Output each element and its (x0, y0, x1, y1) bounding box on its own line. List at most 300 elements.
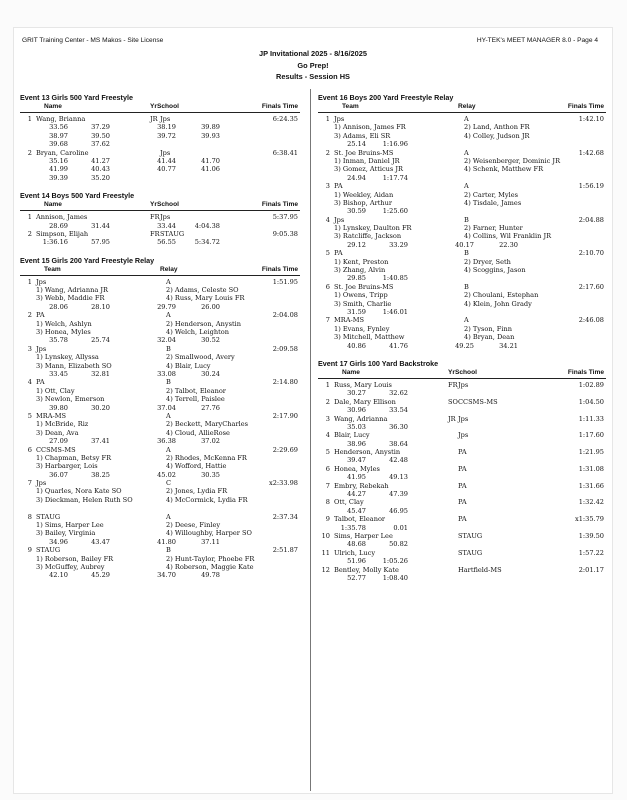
place: 1 (27, 115, 32, 123)
year: FR (150, 213, 160, 222)
event-title: Event 17 Girls 100 Yard Backstroke (318, 358, 439, 368)
split-row (318, 342, 606, 350)
col-label: Team (342, 103, 359, 110)
relay-swimmer: 4) Bryan, Dean (464, 333, 515, 342)
col-label: Name (342, 368, 360, 376)
team-name: PA (334, 249, 343, 258)
split-time: 33.54 (389, 406, 408, 415)
relay-letter: A (464, 182, 469, 191)
split-time: 28.10 (91, 302, 110, 311)
place: 1 (27, 277, 32, 286)
relay-swimmer: 2) Dryer, Seth (464, 257, 511, 266)
relay-row (318, 249, 606, 257)
relay-swimmer: 2) Farner, Hunter (464, 224, 523, 233)
swimmer-row (20, 387, 300, 395)
place: 9 (325, 515, 330, 524)
split-time: 33.29 (389, 240, 408, 249)
swimmer-row (318, 123, 606, 131)
finals-time: 6:38.41 (272, 148, 298, 157)
finals-time: 2:37.34 (272, 512, 298, 521)
relay-swimmer: 1) Roberson, Bailey FR (36, 554, 114, 563)
finals-time: 1:51.95 (272, 277, 298, 286)
team-name: CCSMS-MS (36, 445, 76, 454)
relay-swimmer: 4) Tisdale, James (464, 198, 522, 207)
result-row (20, 230, 300, 238)
relay-swimmer: 1) Chapman, Betsy FR (36, 453, 112, 462)
split-row (20, 238, 300, 246)
split-time: 1:25.60 (382, 207, 408, 216)
session-title: Results - Session HS (276, 72, 350, 81)
relay-swimmer: 1) Evans, Fynley (334, 324, 390, 333)
relay-swimmer: 2) Beckett, MaryCharles (166, 420, 249, 429)
relay-row (318, 316, 606, 324)
split-time: 30.20 (91, 403, 110, 412)
split-row (318, 308, 606, 316)
swimmer-name: Wang, Adrianna (334, 414, 388, 423)
split-row (20, 404, 300, 412)
split-time: 38.25 (91, 470, 110, 479)
software-header: HY-TEK's MEET MANAGER 8.0 - Page 4 (476, 37, 598, 44)
split-time: 45.02 (157, 470, 176, 479)
result-row (318, 398, 606, 406)
split-row (20, 538, 300, 546)
team-name: St. Joe Bruins-MS (334, 148, 394, 157)
swimmer-row (318, 199, 606, 207)
place: 5 (325, 448, 330, 457)
relay-swimmer: 1) Sims, Harper Lee (36, 521, 104, 530)
split-time: 30.96 (347, 406, 366, 415)
swimmer-row (318, 258, 606, 266)
split-time: 1:16.96 (382, 140, 408, 149)
finals-time: 1:02.89 (578, 380, 604, 389)
split-time: 24.94 (347, 173, 366, 182)
split-time: 1:35.78 (340, 523, 366, 532)
relay-swimmer: 1) Lynskey, Daulton FR (334, 224, 412, 233)
finals-time: 1:11.33 (578, 414, 604, 423)
place: 2 (27, 148, 32, 157)
split-row (20, 140, 300, 148)
year: FR (150, 229, 160, 238)
swimmer-name: Dale, Mary Ellison (334, 397, 396, 406)
event-gap (318, 350, 606, 354)
swimmer-row (20, 429, 300, 437)
split-time: 56.55 (157, 238, 176, 247)
relay-swimmer: 1) Wang, Adrianna JR (36, 286, 108, 295)
split-time: 37.11 (201, 537, 220, 546)
split-row (20, 437, 300, 445)
split-time: 32.04 (157, 336, 176, 345)
split-row (20, 336, 300, 344)
relay-letter: A (166, 311, 171, 320)
split-time: 30.24 (201, 369, 220, 378)
finals-time: 2:46.08 (578, 316, 604, 325)
team-name: Jps (36, 479, 47, 488)
relay-letter: C (166, 479, 172, 488)
result-row (318, 482, 606, 490)
split-time: 22.30 (499, 240, 518, 249)
event-gap (20, 247, 300, 251)
school: PA (458, 498, 467, 507)
split-time: 36.30 (389, 422, 408, 431)
school: Jps (458, 431, 469, 440)
result-row (318, 498, 606, 506)
split-time: 26.00 (201, 302, 220, 311)
swimmer-name: Henderson, Anystin (334, 448, 401, 457)
split-time: 40.17 (455, 240, 474, 249)
place: 7 (27, 479, 32, 488)
finals-time: 1:39.50 (578, 531, 604, 540)
swimmer-row (20, 286, 300, 294)
split-time: 5:34.72 (194, 238, 220, 247)
split-time: 41.27 (91, 156, 110, 165)
col-label: Name (44, 103, 62, 110)
split-time: 25.74 (91, 336, 110, 345)
split-time: 37.62 (91, 140, 110, 149)
column-header (318, 369, 606, 379)
split-time: 29.79 (157, 302, 176, 311)
relay-swimmer: 1) Lynskey, Allyssa (36, 353, 99, 362)
team-name: Jps (36, 277, 47, 286)
swimmer-row (20, 529, 300, 537)
relay-row (318, 149, 606, 157)
result-row (318, 431, 606, 439)
swimmer-row (318, 300, 606, 308)
split-time: 41.99 (49, 165, 68, 174)
column-header (20, 266, 300, 276)
relay-swimmer: 2) Adams, Celeste SO (166, 286, 239, 295)
split-time: 29.12 (347, 240, 366, 249)
team-name: PA (36, 311, 45, 320)
split-time: 28.06 (49, 302, 68, 311)
result-row (20, 149, 300, 157)
team-name: MRA-MS (334, 316, 364, 325)
relay-swimmer: 1) Inman, Daniel JR (334, 156, 400, 165)
place: 2 (325, 397, 330, 406)
results-page (14, 28, 612, 793)
relay-letter: B (464, 249, 469, 258)
finals-time: 2:17.90 (272, 411, 298, 420)
split-time: 1:08.40 (382, 573, 408, 582)
swimmer-name: Bryan, Caroline (36, 148, 89, 157)
split-row (318, 507, 606, 515)
swimmer-row (20, 353, 300, 361)
relay-swimmer: 3) Mitchell, Matthew (334, 333, 405, 342)
relay-swimmer: 2) Carter, Myles (464, 190, 519, 199)
split-row (20, 504, 300, 512)
place: 3 (27, 344, 32, 353)
split-time: 41.95 (347, 473, 366, 482)
relay-swimmer: 2) Deese, Finley (166, 521, 221, 530)
split-time: 1:36.16 (42, 238, 68, 247)
finals-time: 2:14.80 (272, 378, 298, 387)
split-time: 36.38 (157, 437, 176, 446)
col-label: Finals Time (261, 201, 298, 209)
split-row (20, 222, 300, 230)
swimmer-row (20, 294, 300, 302)
swimmer-row (318, 333, 606, 341)
swimmer-row (318, 224, 606, 232)
team-name: Jps (334, 115, 345, 123)
license-header: GRIT Training Center - MS Makos - Site License (22, 37, 164, 44)
split-time: 34.70 (157, 571, 176, 580)
year: FR (448, 380, 458, 389)
split-time: 38.64 (389, 439, 408, 448)
relay-swimmer: 4) Wofford, Hattie (166, 462, 227, 471)
right-column (318, 88, 606, 586)
swimmer-row (20, 563, 300, 571)
place: 1 (325, 380, 330, 389)
split-time: 38.97 (49, 131, 68, 140)
column-header (20, 201, 300, 211)
split-time: 0.01 (393, 523, 408, 532)
split-time: 39.39 (49, 173, 68, 182)
split-time: 30.59 (347, 207, 366, 216)
split-time: 1:17.74 (382, 173, 408, 182)
swimmer-row (20, 420, 300, 428)
col-label: Finals Time (567, 368, 604, 376)
split-time: 49.13 (389, 473, 408, 482)
place: 2 (27, 229, 32, 238)
relay-swimmer: 4) Blair, Lucy (166, 361, 211, 370)
split-time: 43.47 (91, 537, 110, 546)
split-time: 35.20 (91, 173, 110, 182)
team-name: St. Joe Bruins-MS (334, 282, 394, 291)
relay-letter: B (464, 282, 469, 291)
school: Jps (458, 414, 469, 423)
relay-row (20, 378, 300, 386)
swimmer-name: Wang, Brianna (36, 115, 86, 123)
place: 6 (27, 445, 32, 454)
split-time: 33.56 (49, 123, 68, 132)
split-row (318, 557, 606, 565)
school: STAUG (458, 531, 483, 540)
school: PA (458, 448, 467, 457)
relay-row (20, 311, 300, 319)
split-time: 41.76 (389, 341, 408, 350)
split-time: 41.80 (157, 537, 176, 546)
split-time: 4:04.38 (194, 221, 220, 230)
split-time: 40.77 (157, 165, 176, 174)
split-time: 30.35 (201, 470, 220, 479)
col-label: YrSchool (150, 103, 179, 110)
relay-swimmer: 2) Smallwood, Avery (166, 353, 235, 362)
finals-time: 2:29.69 (272, 445, 298, 454)
relay-row (20, 345, 300, 353)
team-name: STAUG (36, 546, 61, 555)
relay-swimmer: 3) Mann, Elizabeth SO (36, 361, 112, 370)
result-row (20, 213, 300, 221)
swimmer-row (318, 232, 606, 240)
swimmer-row (20, 320, 300, 328)
split-row (20, 471, 300, 479)
split-time: 35.78 (49, 336, 68, 345)
event-title: Event 14 Boys 500 Yard Freestyle (20, 191, 135, 201)
relay-swimmer: 3) Ratcliffe, Jackson (334, 232, 402, 241)
relay-row (318, 182, 606, 190)
relay-swimmer: 4) Russ, Mary Louis FR (166, 294, 245, 303)
split-time: 41.06 (201, 165, 220, 174)
relay-swimmer: 3) Gomez, Atticus JR (334, 165, 404, 174)
finals-time: 6:24.35 (272, 115, 298, 123)
relay-letter: A (166, 512, 171, 521)
event-title: Event 15 Girls 200 Yard Freestyle Relay (20, 255, 155, 265)
finals-time: 2:01.17 (578, 565, 604, 574)
split-row (318, 140, 606, 148)
relay-swimmer: 2) Talbot, Eleanor (166, 386, 226, 395)
place: 5 (325, 249, 330, 258)
team-name: PA (334, 182, 343, 191)
finals-time: x2:33.98 (268, 479, 298, 488)
swimmer-row (20, 395, 300, 403)
finals-time: 2:10.70 (578, 249, 604, 258)
swimmer-row (20, 555, 300, 563)
swimmer-row (318, 132, 606, 140)
relay-swimmer: 1) Kent, Preston (334, 257, 389, 266)
split-row (318, 456, 606, 464)
relay-swimmer: 3) McGuffey, Aubrey (36, 562, 105, 571)
relay-letter: A (464, 316, 469, 325)
relay-swimmer: 4) Willoughby, Harper SO (166, 529, 252, 538)
relay-letter: A (464, 148, 469, 157)
school: STAUG (160, 229, 185, 238)
relay-swimmer: 4) Cloud, AllieRose (166, 428, 230, 437)
col-label: YrSchool (150, 201, 179, 209)
swimmer-row (318, 165, 606, 173)
split-time: 35.16 (49, 156, 68, 165)
split-row (318, 174, 606, 182)
relay-swimmer: 2) Henderson, Anystin (166, 319, 241, 328)
swimmer-row (318, 325, 606, 333)
split-row (318, 473, 606, 481)
event-title: Event 13 Girls 500 Yard Freestyle (20, 93, 133, 102)
relay-swimmer: 2) Jones, Lydia FR (166, 487, 228, 496)
relay-swimmer: 1) McBride, Riz (36, 420, 89, 429)
event-title: Event 16 Boys 200 Yard Freestyle Relay (318, 93, 454, 102)
result-row (318, 515, 606, 523)
place: 4 (325, 431, 330, 440)
relay-row (20, 513, 300, 521)
relay-letter: A (166, 277, 171, 286)
meet-tagline: Go Prep! (297, 61, 329, 70)
split-row (318, 207, 606, 215)
split-time: 39.80 (49, 403, 68, 412)
column-header (20, 103, 300, 113)
swimmer-row (20, 521, 300, 529)
split-time: 36.07 (49, 470, 68, 479)
split-time: 51.96 (347, 557, 366, 566)
split-time: 32.81 (91, 369, 110, 378)
swimmer-name: Honea, Myles (334, 464, 380, 473)
place: 3 (325, 182, 330, 191)
column-header (318, 103, 606, 113)
finals-time: x1:35.79 (574, 515, 604, 524)
relay-swimmer: 2) Hunt-Taylor, Phoebe FR (166, 554, 255, 563)
event-gap (20, 580, 300, 584)
place: 4 (325, 215, 330, 224)
relay-swimmer: 3) Honea, Myles (36, 328, 91, 337)
finals-time: 1:21.95 (578, 448, 604, 457)
finals-time: 9:05.38 (272, 229, 298, 238)
split-time: 41.70 (201, 156, 220, 165)
place: 1 (27, 213, 32, 222)
col-label: Finals Time (261, 103, 298, 110)
split-time: 1:05.26 (382, 557, 408, 566)
relay-swimmer: 4) McCormick, Lydia FR (166, 495, 248, 504)
relay-swimmer: 3) Smith, Charlie (334, 299, 392, 308)
place: 4 (27, 378, 32, 387)
relay-swimmer: 1) Quarles, Nora Kate SO (36, 487, 122, 496)
finals-time: 1:42.68 (578, 148, 604, 157)
relay-swimmer: 4) Roberson, Maggie Kate (166, 562, 254, 571)
split-row (318, 440, 606, 448)
finals-time: 1:04.50 (578, 397, 604, 406)
team-name: PA (36, 378, 45, 387)
split-row (20, 132, 300, 140)
split-row (318, 423, 606, 431)
col-label: YrSchool (448, 368, 477, 376)
split-time: 39.89 (201, 123, 220, 132)
relay-swimmer: 4) Scoggins, Jason (464, 266, 526, 275)
relay-letter: A (166, 411, 171, 420)
relay-row (20, 446, 300, 454)
relay-swimmer: 3) Harbarger, Lois (36, 462, 98, 471)
result-row (318, 381, 606, 389)
split-time: 50.82 (389, 540, 408, 549)
split-time: 1:46.01 (382, 307, 408, 316)
finals-time: 1:42.10 (578, 115, 604, 123)
relay-swimmer: 1) Annison, James FR (334, 123, 406, 132)
column-divider (310, 89, 311, 791)
split-row (20, 571, 300, 579)
swimmer-row (318, 191, 606, 199)
swimmer-row (20, 328, 300, 336)
split-time: 33.45 (49, 369, 68, 378)
split-time: 33.44 (157, 221, 176, 230)
relay-row (318, 216, 606, 224)
team-name: Jps (36, 344, 47, 353)
relay-swimmer: 4) Klein, John Grady (464, 299, 532, 308)
col-label: Team (44, 265, 61, 273)
split-time: 44.27 (347, 490, 366, 499)
finals-time: 1:32.42 (578, 498, 604, 507)
swimmer-row (20, 496, 300, 504)
place: 10 (321, 531, 330, 540)
split-time: 39.72 (157, 131, 176, 140)
relay-row (20, 546, 300, 554)
relay-swimmer: 1) Ott, Clay (36, 386, 75, 395)
split-row (20, 174, 300, 182)
school: PA (458, 464, 467, 473)
split-row (20, 165, 300, 173)
relay-row (318, 115, 606, 123)
relay-letter: A (166, 445, 171, 454)
col-label: Finals Time (567, 103, 604, 110)
split-time: 34.21 (499, 341, 518, 350)
relay-swimmer: 2) Land, Anthon FR (464, 123, 530, 132)
year: SO (448, 397, 458, 406)
relay-letter: B (166, 344, 171, 353)
relay-row (20, 278, 300, 286)
event-gap (318, 582, 606, 586)
split-time: 48.68 (347, 540, 366, 549)
finals-time: 1:31.66 (578, 481, 604, 490)
finals-time: 2:04.08 (272, 311, 298, 320)
relay-swimmer: 2) Tyson, Finn (464, 324, 512, 333)
place: 6 (325, 282, 330, 291)
place: 9 (27, 546, 32, 555)
split-row (20, 157, 300, 165)
finals-time: 1:56.19 (578, 182, 604, 191)
